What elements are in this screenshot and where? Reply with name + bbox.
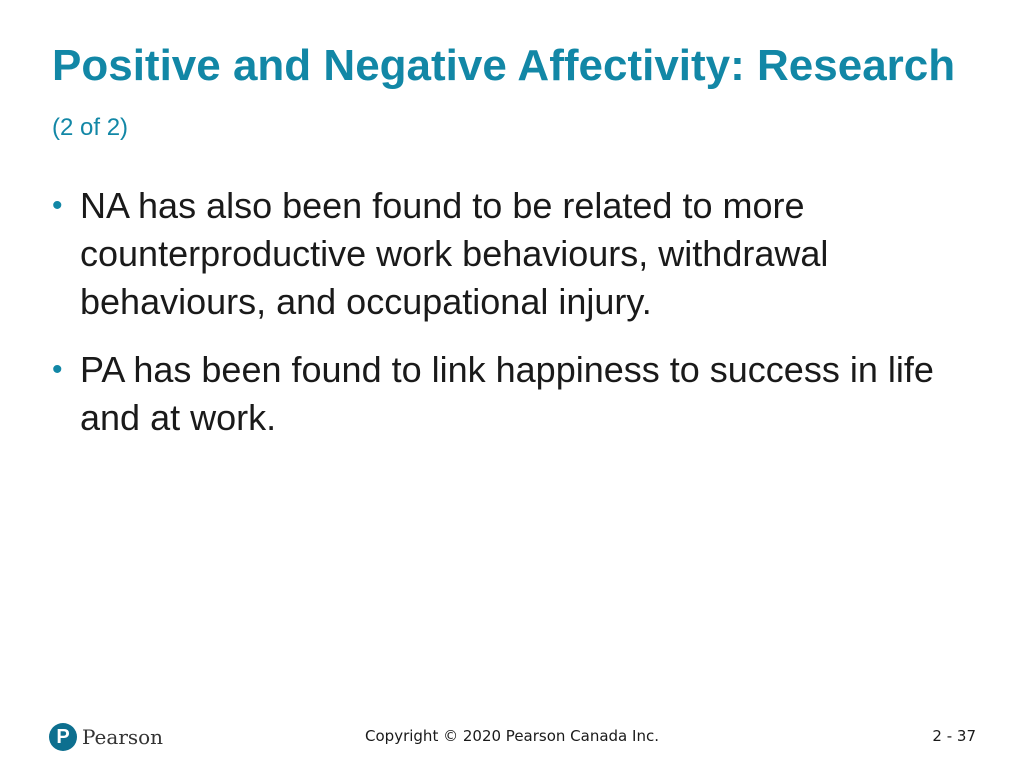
pearson-logo-text: Pearson — [82, 725, 164, 749]
bullet-item — [52, 182, 982, 326]
pearson-logo-icon: P — [49, 723, 77, 751]
slide-title-suffix: (2 of 2) — [52, 114, 129, 141]
bullet-icon: • — [52, 189, 63, 222]
bullet-text: PA has been found to link happiness to success in life and at work. — [80, 349, 934, 438]
bullet-item — [52, 346, 982, 442]
slide-title-main: Positive and Negative Affectivity: Research — [52, 41, 956, 90]
bullet-text: NA has also been found to be related to more counterproductive work behaviours, withdrawal behaviours, and occupational injury. — [80, 185, 829, 322]
page-number: 2 - 37 — [932, 727, 976, 745]
slide-title — [52, 38, 982, 155]
bullet-icon: • — [52, 353, 63, 386]
copyright-notice: Copyright © 2020 Pearson Canada Inc. — [365, 727, 659, 745]
bullet-list — [52, 182, 982, 462]
